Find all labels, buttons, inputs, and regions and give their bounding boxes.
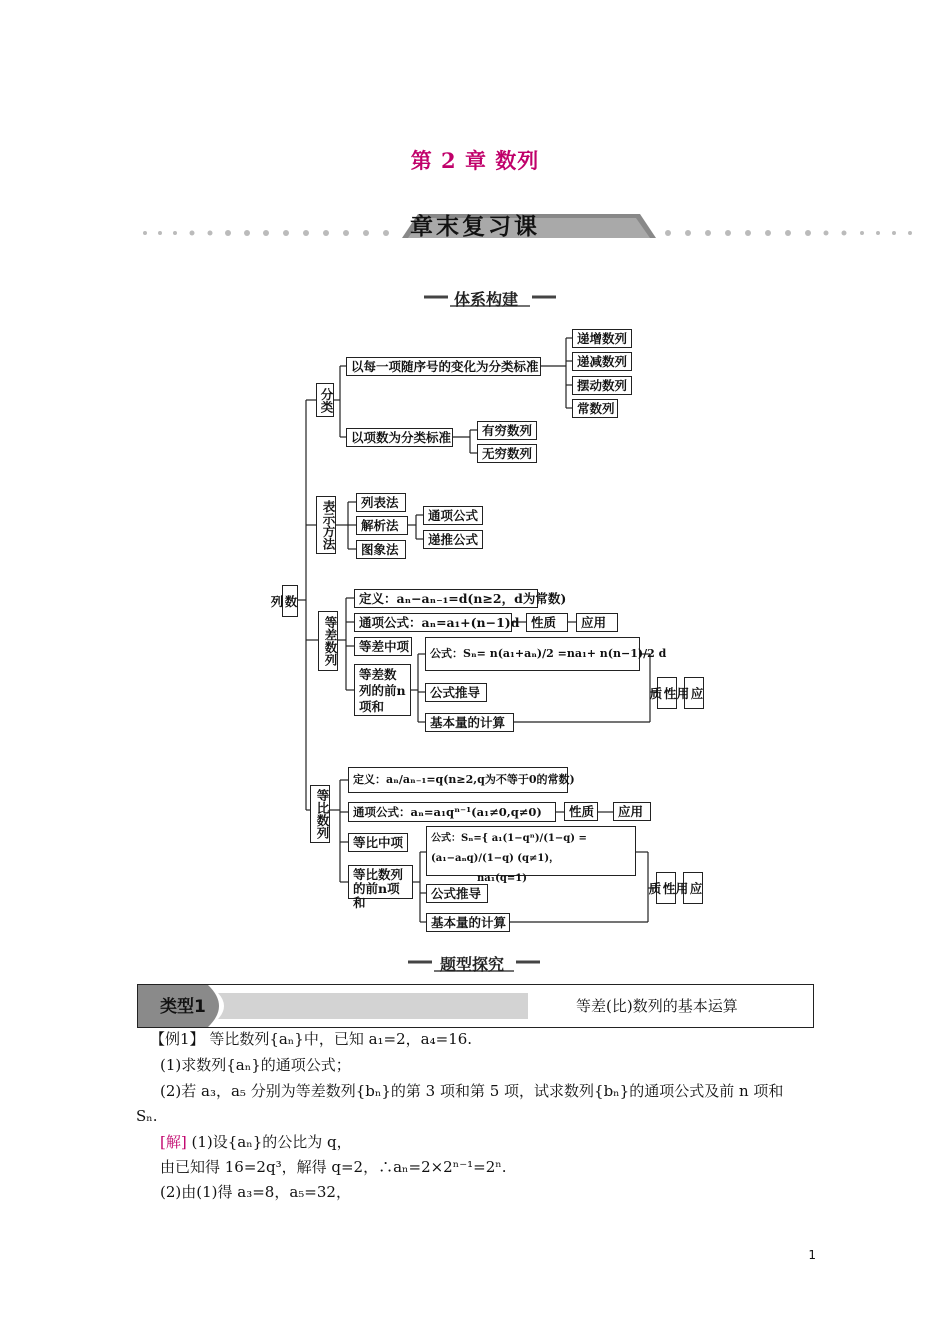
- section-heading-tixi: 体系构建: [454, 290, 519, 309]
- node-fenlei-c1: 以每一项随序号的变化为分类标准: [346, 357, 541, 376]
- node-xingzhi: 性质: [656, 872, 676, 904]
- example-line-3: (2)若 a₃，a₅ 分别为等差数列{bₙ}的第 3 项和第 5 项，试求数列{bₙ}的通项公式及前 n 项和: [160, 1082, 784, 1100]
- node-item: 列表法: [356, 493, 406, 512]
- node-dc-mid: 等差中项: [354, 637, 412, 656]
- node-db-mid: 等比中项: [348, 833, 408, 852]
- example-line-4: Sₙ.: [136, 1107, 158, 1125]
- node-fenlei: 分类: [316, 383, 334, 417]
- db-formula-line1: 公式：Sₙ={ a₁(1−qⁿ)/(1−q) = (a₁−aₙq)/(1−q) (q≠1)，: [431, 833, 587, 864]
- node-dengbi: 等比数列: [310, 785, 330, 843]
- node-db-derive: 公式推导: [426, 884, 488, 903]
- node-dc-derive: 公式推导: [425, 683, 487, 702]
- node-dc-general: 通项公式：aₙ=a₁+(n−1)d: [354, 613, 512, 632]
- type-title: 等差(比)数列的基本运算: [576, 997, 738, 1015]
- node-db-calc: 基本量的计算: [426, 913, 510, 932]
- solution-line-2: 由已知得 16=2q³，解得 q=2，∴aₙ=2×2ⁿ⁻¹=2ⁿ.: [160, 1158, 507, 1176]
- node-item: 摆动数列: [572, 376, 632, 395]
- db-formula-line2: na₁(q=1): [477, 873, 527, 884]
- node-item: 通项公式: [423, 506, 483, 525]
- node-item: 图象法: [356, 540, 406, 559]
- node-yingyong: 应用: [613, 802, 651, 821]
- node-db-sum: 等比数列的前n项和: [348, 865, 413, 899]
- node-dc-sum: 等差数列的前n项和: [354, 664, 411, 716]
- solution-line-1: [解] (1)设{aₙ}的公比为 q，: [160, 1133, 352, 1151]
- solution-line-3: (2)由(1)得 a₃=8，a₅=32，: [160, 1183, 351, 1201]
- node-dc-formula: 公式：Sₙ= n(a₁+aₙ)/2 =na₁+ n(n−1)/2 d: [425, 637, 640, 671]
- node-xingzhi: 性质: [564, 802, 598, 821]
- example-line-1: 【例1】 等比数列{aₙ}中，已知 a₁=2，a₄=16.: [150, 1030, 473, 1048]
- node-db-formula: [426, 826, 636, 884]
- node-item: 解析法: [356, 516, 408, 535]
- node-item: 递增数列: [572, 329, 632, 348]
- node-dengcha: 等差数列: [318, 611, 338, 671]
- node-xingzhi: 性质: [526, 613, 568, 632]
- node-item: 常数列: [572, 399, 618, 418]
- node-dc-calc: 基本量的计算: [425, 713, 514, 732]
- chapter-title: 第 2 章 数列: [410, 148, 540, 173]
- node-item: 递推公式: [423, 530, 483, 549]
- node-xingzhi: 性质: [657, 677, 677, 709]
- node-item: 有穷数列: [477, 421, 537, 440]
- type-label: 类型1: [160, 997, 206, 1017]
- page-number: 1: [808, 1248, 816, 1262]
- tree-root: 数列: [282, 585, 298, 617]
- node-db-general: 通项公式：aₙ=a₁qⁿ⁻¹(a₁≠0,q≠0): [348, 802, 556, 822]
- solution-tag: [解]: [160, 1133, 187, 1151]
- node-yingyong: 应用: [684, 677, 704, 709]
- section-heading-tixing: 题型探究: [440, 955, 505, 974]
- node-fenlei-c2: 以项数为分类标准: [346, 428, 453, 447]
- band-title: 章末复习课: [410, 214, 540, 240]
- node-dc-def: 定义：aₙ−aₙ₋₁=d(n≥2，d为常数): [354, 589, 538, 608]
- example-line-2: (1)求数列{aₙ}的通项公式；: [160, 1056, 351, 1074]
- node-yingyong: 应用: [683, 872, 703, 904]
- node-yingyong: 应用: [576, 613, 618, 632]
- example-tag: 【例1】: [150, 1030, 205, 1048]
- node-biaoshi: 表示方法: [316, 496, 336, 554]
- node-db-def: 定义：aₙ/aₙ₋₁=q(n≥2,q为不等于0的常数): [348, 767, 568, 793]
- node-item: 无穷数列: [477, 444, 537, 463]
- node-item: 递减数列: [572, 352, 632, 371]
